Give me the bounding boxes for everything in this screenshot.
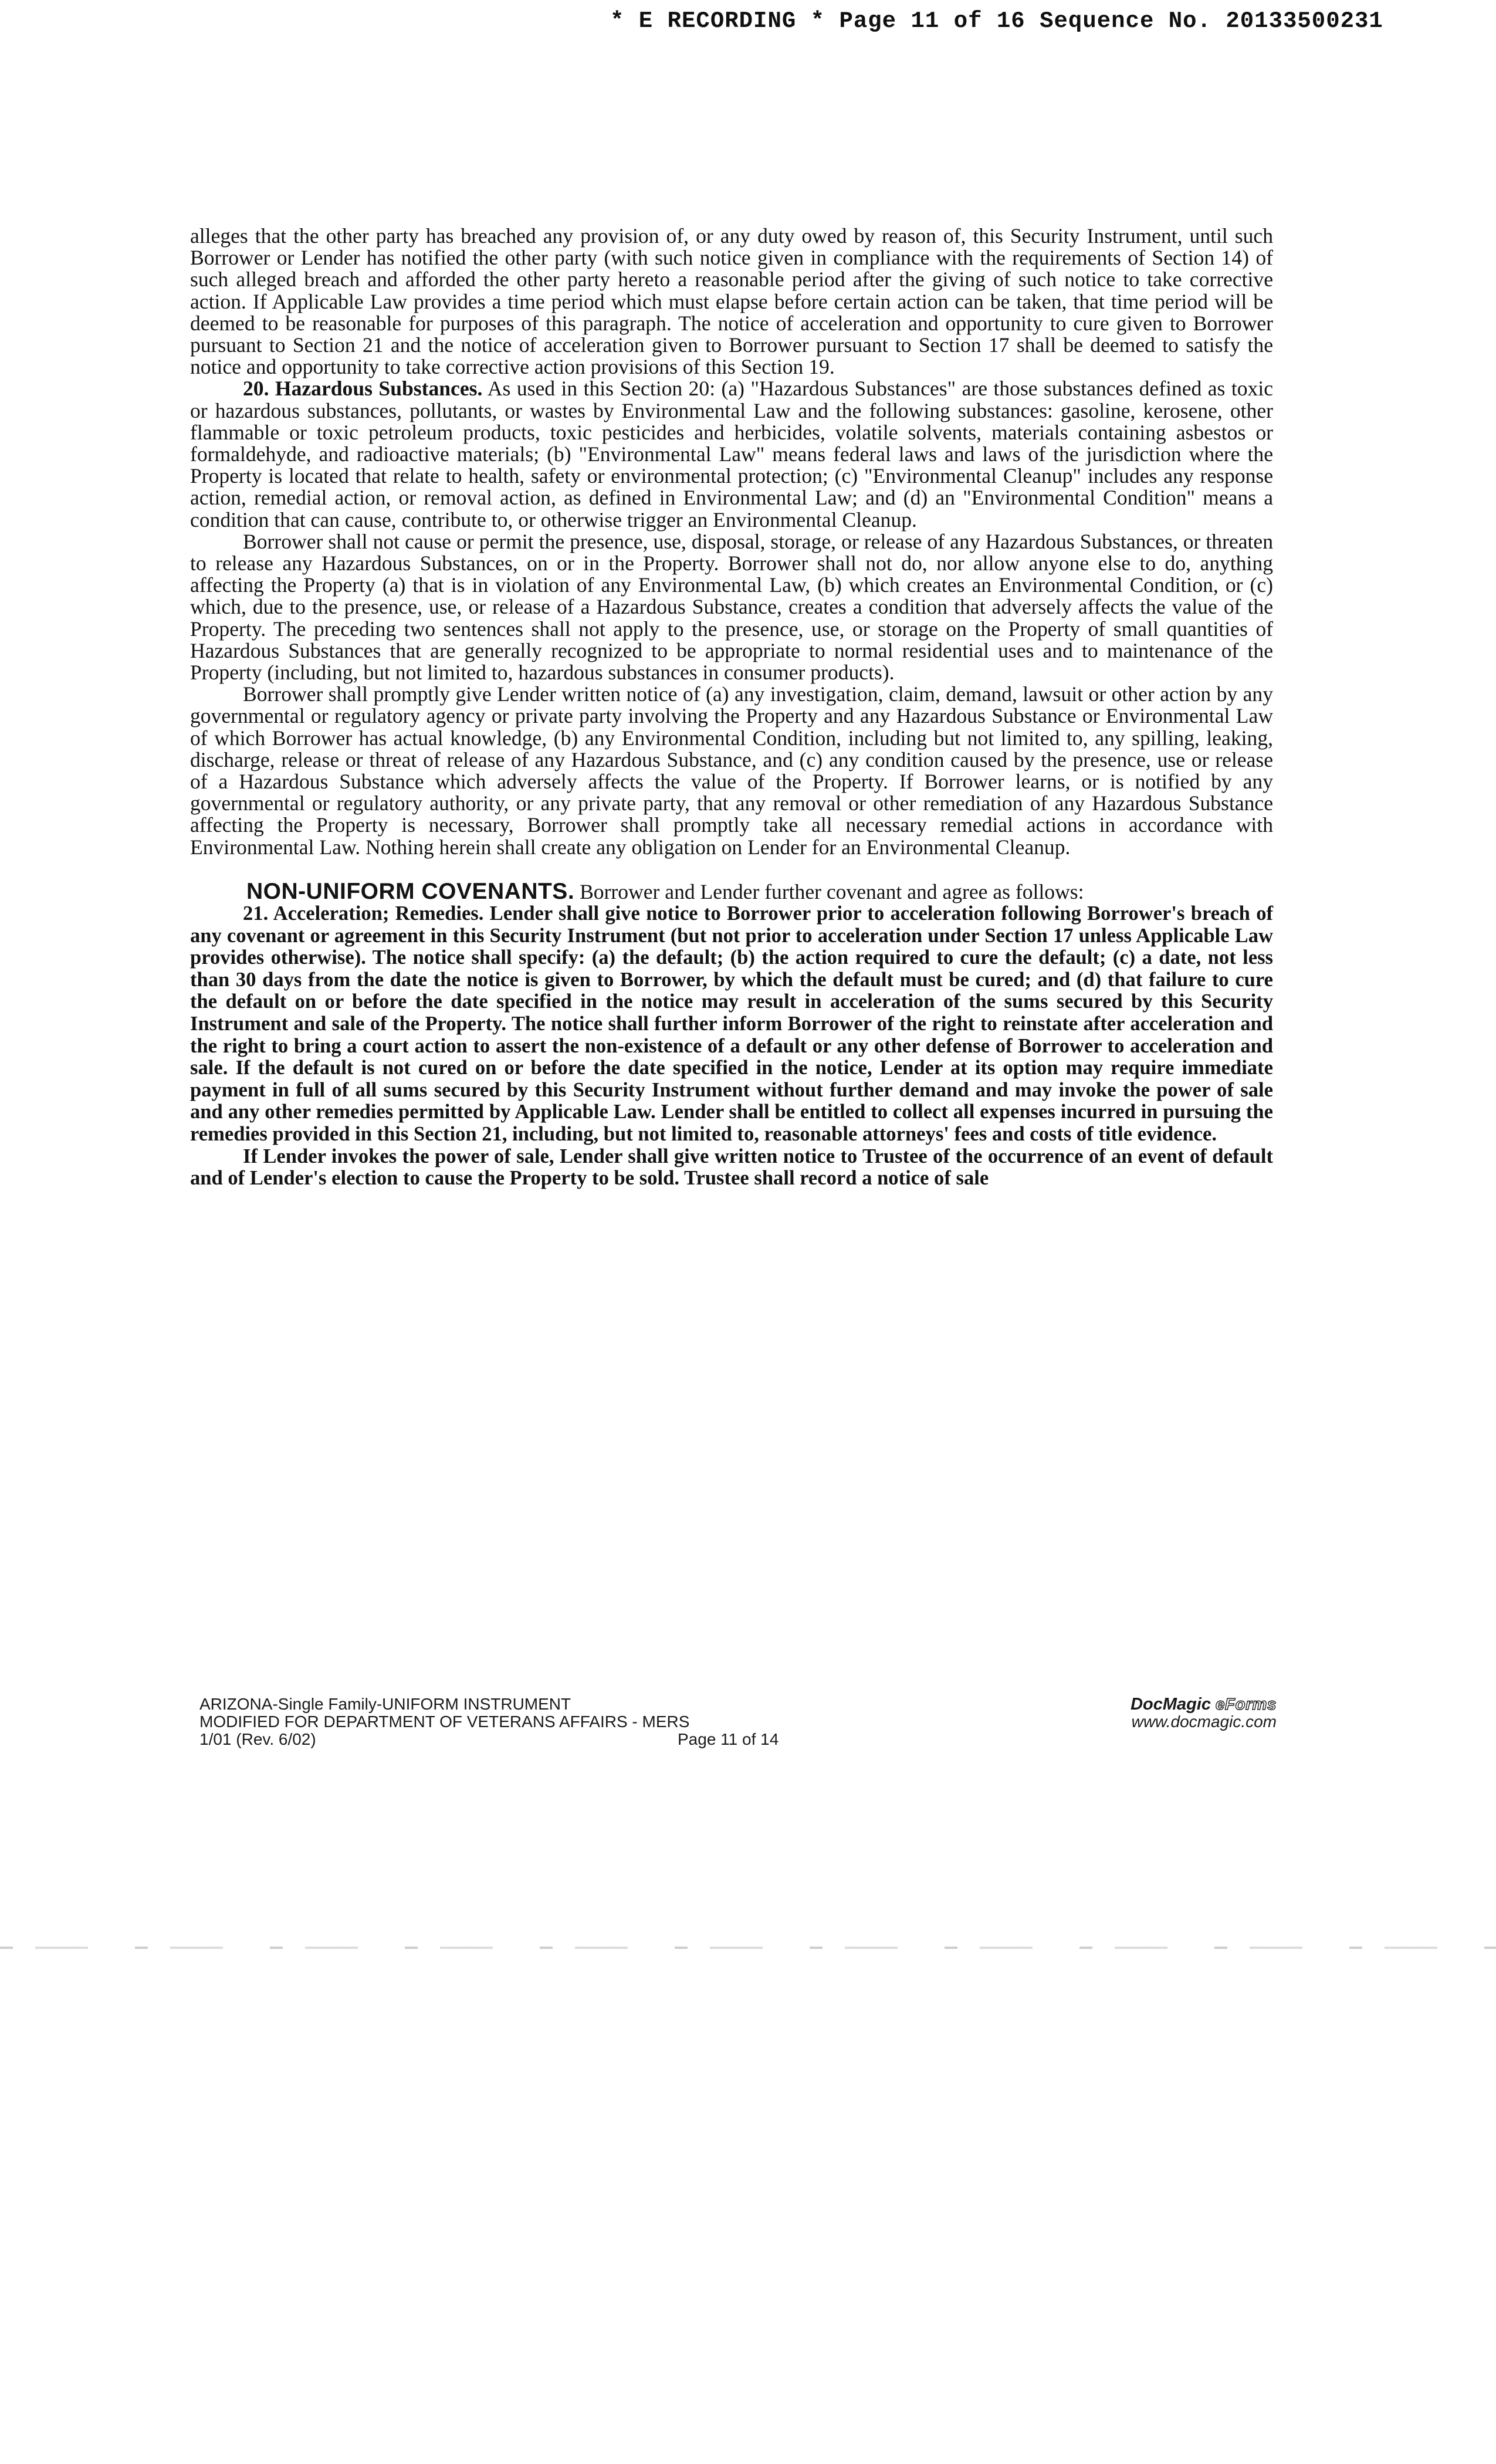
section-19-continuation: alleges that the other party has breached any provision of, or any duty owed by reason of, this Security Instrument, until such Borrower or Lender has notified the other party (with such notice given in compliance with the requirements of Section 14) of such alleged breach and afforded the other party hereto a reasonable period after the giving of such notice to take corrective action. If Applicable Law provides a time period which must elapse before certain action can be taken, that time period will be deemed to be reasonable for purposes of this paragraph. The notice of acceleration and opportunity to cure given to Borrower pursuant to Section 21 and the notice of acceleration given to Borrower pursuant to Section 17 shall be deemed to satisfy the notice and opportunity to take corrective action provisions of this Section 19. (190, 224, 1273, 379)
brand-name: DocMagic (1131, 1695, 1211, 1714)
document-body (190, 225, 1273, 1190)
page-footer (199, 1695, 1277, 1760)
form-line-1: ARIZONA-Single Family-UNIFORM INSTRUMENT (199, 1695, 571, 1713)
power-of-sale-paragraph: If Lender invokes the power of sale, Lender shall give written notice to Trustee of the occurrence of an event of default and of Lender's election to cause the Property to be sold. Trustee shall record a notice of sale (190, 1145, 1273, 1190)
brand-url: www.docmagic.com (1131, 1712, 1277, 1731)
section-20-paragraph-1 (190, 378, 1273, 530)
page-number: Page 11 of 14 (678, 1730, 779, 1748)
form-line-2: MODIFIED FOR DEPARTMENT OF VETERANS AFFAIRS - MERS (199, 1712, 690, 1731)
form-identifier (199, 1695, 689, 1748)
non-uniform-title: NON-UNIFORM COVENANTS. (246, 878, 575, 904)
recording-stamp: * E RECORDING * Page 11 of 16 Sequence No. 20133500231 (610, 8, 1383, 34)
docmagic-logo (1131, 1695, 1277, 1731)
section-21-acceleration-remedies: 21. Acceleration; Remedies. Lender shall give notice to Borrower prior to acceleration following Borrower's breach of any covenant or agreement in this Security Instrument (but not prior to acceleration under Section 17 unless Applicable Law provides otherwise). The notice shall specify: (a) the default; (b) the action required to cure the default; (c) a date, not less than 30 days from the date the notice is given to Borrower, by which the default must be cured; and (d) that failure to cure the default on or before the date specified in the notice may result in acceleration of the sums secured by this Security Instrument and sale of the Property. The notice shall further inform Borrower of the right to reinstate after acceleration and the right to bring a court action to assert the non-existence of a default or any other defense of Borrower to acceleration and sale. If the default is not cured on or before the date specified in the notice, Lender at its option may require immediate payment in full of all sums secured by this Security Instrument without further demand and may invoke the power of sale and any other remedies permitted by Applicable Law. Lender shall be entitled to collect all expenses incurred in pursuing the remedies provided in this Section 21, including, but not limited to, reasonable attorneys' fees and costs of title evidence. (190, 902, 1273, 1146)
section-20-paragraph-2: Borrower shall not cause or permit the presence, use, disposal, storage, or release of any Hazardous Substances, or threaten to release any Hazardous Substances, on or in the Property. Borrower shall not do, nor allow anyone else to do, anything affecting the Property (a) that is in violation of any Environmental Law, (b) which creates an Environmental Condition, or (c) which, due to the presence, use, or release of a Hazardous Substance, creates a condition that adversely affects the value of the Property. The preceding two sentences shall not apply to the presence, use, or storage on the Property of small quantities of Hazardous Substances that are generally recognized to be appropriate to normal residential uses and to maintenance of the Property (including, but not limited to, hazardous substances in consumer products). (190, 529, 1273, 685)
section-20-text: As used in this Section 20: (a) "Hazardous Substances" are those substances defined as toxic or hazardous substances, pollutants, or wastes by Environmental Law and the following substances: gasoline, kerosene, other flammable or toxic petroleum products, toxic pesticides and herbicides, volatile solvents, materials containing asbestos or formaldehyde, and radioactive materials; (b) "Environmental Law" means federal laws and laws of the jurisdiction where the Property is located that relate to health, safety or environmental protection; (c) "Environmental Cleanup" includes any response action, remedial action, or removal action, as defined in Environmental Law; and (d) an "Environmental Condition" means a condition that can cause, contribute to, or otherwise trigger an Environmental Cleanup. (190, 377, 1273, 532)
section-20-paragraph-3: Borrower shall promptly give Lender written notice of (a) any investigation, claim, demand, lawsuit or other action by any governmental or regulatory agency or private party involving the Property and any Hazardous Substance or Environmental Law of which Borrower has actual knowledge, (b) any Environmental Condition, including but not limited to, any spilling, leaking, discharge, release or threat of release of any Hazardous Substance, and (c) any condition caused by the presence, use or release of a Hazardous Substance which adversely affects the value of the Property. If Borrower learns, or is notified by any governmental or regulatory authority, or any private party, that any removal or other remediation of any Hazardous Substance affecting the Property is necessary, Borrower shall promptly take all necessary remedial actions in accordance with Environmental Law. Nothing herein shall create any obligation on Lender for an Environmental Cleanup. (190, 682, 1273, 859)
brand-eforms-logo: eForms (1215, 1695, 1277, 1713)
section-20-heading: 20. Hazardous Substances. (243, 377, 483, 401)
form-line-3: 1/01 (Rev. 6/02) (199, 1730, 316, 1748)
non-uniform-intro: Borrower and Lender further covenant and agree as follows: (580, 879, 1084, 903)
scan-artifact-line (0, 1947, 1496, 1949)
non-uniform-covenants-heading (190, 878, 1273, 904)
